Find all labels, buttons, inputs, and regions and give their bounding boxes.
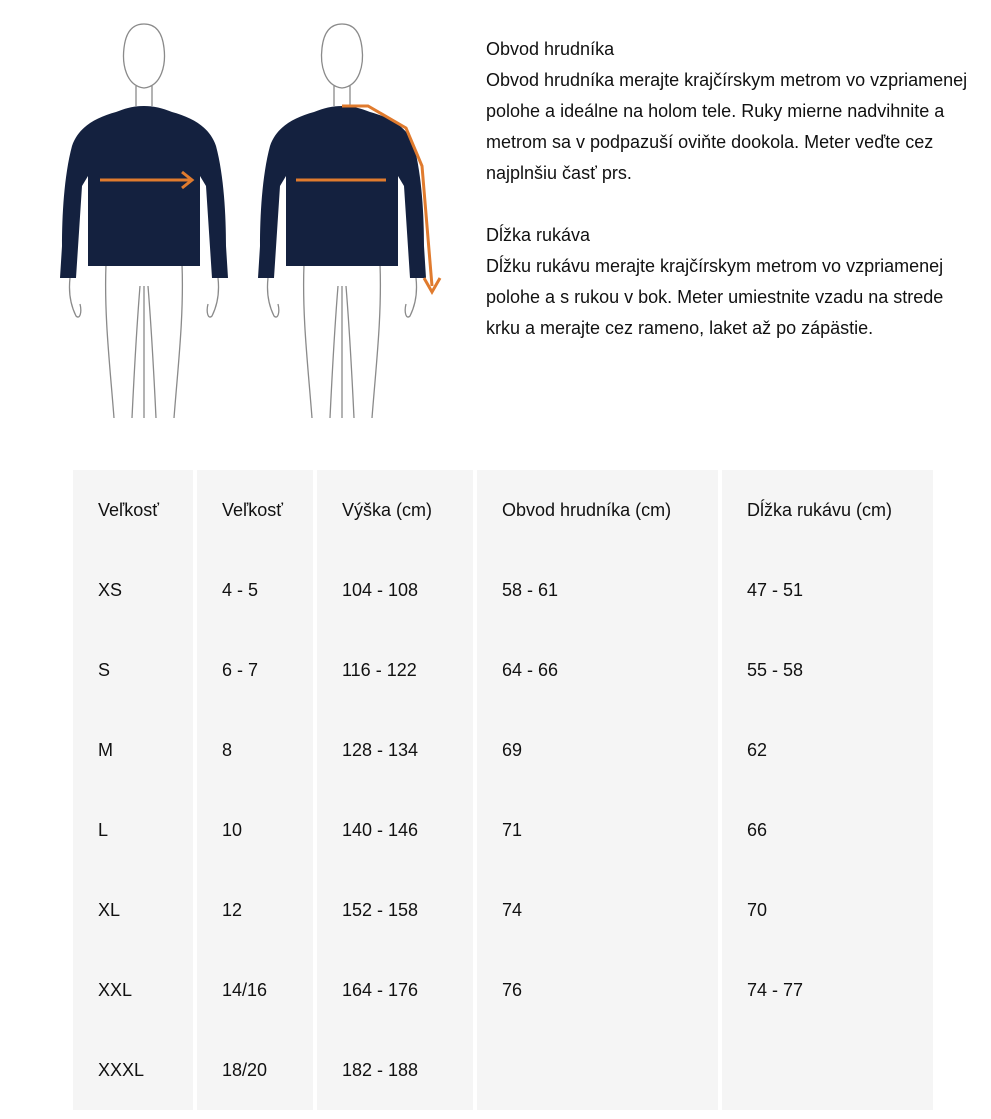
header-chest: Obvod hrudníka (cm) <box>477 470 722 550</box>
back-figure-icon <box>258 24 440 418</box>
table-cell: 4 - 5 <box>197 550 317 630</box>
chest-guide-text: Obvod hrudníka merajte krajčírskym metrom vo vzpriamenej polohe a ideálne na holom tele. Ruky mierne nadvihnite a metrom sa v podpazuší oviňte dookola. Meter veďte cez najplnšiu časť prs. <box>486 70 968 183</box>
table-cell: 18/20 <box>197 1030 317 1110</box>
table-cell: 182 - 188 <box>317 1030 477 1110</box>
table-cell: L <box>73 790 197 870</box>
header-size-label: Veľkosť <box>73 470 197 550</box>
measurement-figure <box>60 16 460 418</box>
table-cell: 69 <box>477 710 722 790</box>
table-cell: 152 - 158 <box>317 870 477 950</box>
chest-guide <box>486 34 976 189</box>
table-cell: 71 <box>477 790 722 870</box>
table-cell: 128 - 134 <box>317 710 477 790</box>
front-figure-icon <box>60 24 228 418</box>
measurement-guide <box>486 34 976 344</box>
table-row <box>73 710 933 790</box>
table-row <box>73 1030 933 1110</box>
table-cell: S <box>73 630 197 710</box>
table-cell: 58 - 61 <box>477 550 722 630</box>
sleeve-guide-heading: Dĺžka rukáva <box>486 225 591 245</box>
table-cell: 164 - 176 <box>317 950 477 1030</box>
sleeve-guide <box>486 220 976 344</box>
table-cell: 74 - 77 <box>722 950 933 1030</box>
table-cell <box>722 1030 933 1110</box>
table-cell: XL <box>73 870 197 950</box>
table-cell: 104 - 108 <box>317 550 477 630</box>
table-row <box>73 630 933 710</box>
table-cell: M <box>73 710 197 790</box>
table-row <box>73 550 933 630</box>
table-cell: XXL <box>73 950 197 1030</box>
table-cell: XXXL <box>73 1030 197 1110</box>
table-cell: 8 <box>197 710 317 790</box>
table-cell: 70 <box>722 870 933 950</box>
table-cell: 116 - 122 <box>317 630 477 710</box>
table-cell <box>477 1030 722 1110</box>
table-cell: XS <box>73 550 197 630</box>
header-sleeve: Dĺžka rukávu (cm) <box>722 470 933 550</box>
table-row <box>73 950 933 1030</box>
sleeve-guide-text: Dĺžku rukávu merajte krajčírskym metrom vo vzpriamenej polohe a s rukou v bok. Meter umiestnite vzadu na strede krku a merajte cez rameno, laket až po zápästie. <box>486 256 944 338</box>
table-cell: 10 <box>197 790 317 870</box>
header-size-number: Veľkosť <box>197 470 317 550</box>
table-header-row <box>73 470 933 550</box>
table-cell: 6 - 7 <box>197 630 317 710</box>
table-cell: 55 - 58 <box>722 630 933 710</box>
table-cell: 76 <box>477 950 722 1030</box>
header-height: Výška (cm) <box>317 470 477 550</box>
table-row <box>73 790 933 870</box>
table-cell: 14/16 <box>197 950 317 1030</box>
table-row <box>73 870 933 950</box>
table-cell: 62 <box>722 710 933 790</box>
table-cell: 74 <box>477 870 722 950</box>
size-table <box>73 470 933 1110</box>
table-cell: 66 <box>722 790 933 870</box>
table-cell: 64 - 66 <box>477 630 722 710</box>
chest-guide-heading: Obvod hrudníka <box>486 39 615 59</box>
table-cell: 12 <box>197 870 317 950</box>
table-cell: 47 - 51 <box>722 550 933 630</box>
table-cell: 140 - 146 <box>317 790 477 870</box>
